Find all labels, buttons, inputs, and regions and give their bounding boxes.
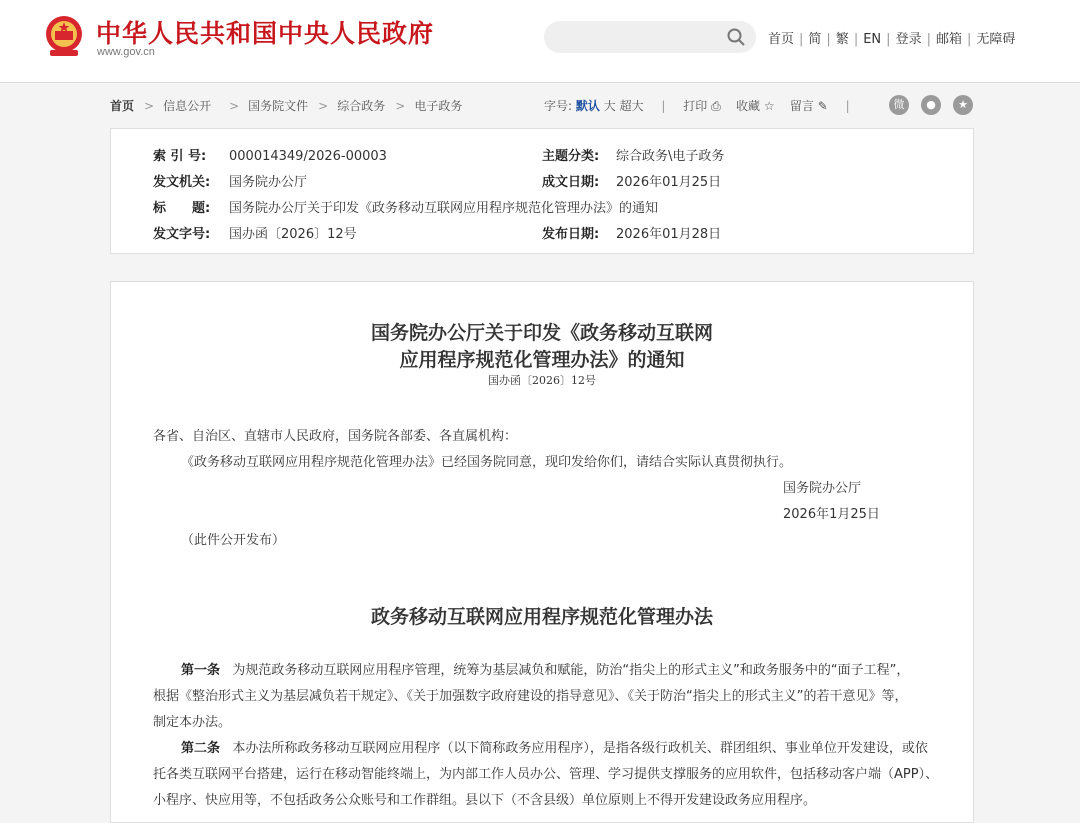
- font-size-label: 字号:: [544, 99, 573, 113]
- signer: 国务院办公厅: [783, 481, 862, 496]
- article-1-line3: 制定本办法。: [153, 715, 232, 730]
- meta-doc-number: 发文字号: 国办函〔2026〕12号: [153, 227, 357, 242]
- salutation: 各省、自治区、直辖市人民政府，国务院各部委、各直属机构：: [153, 429, 518, 444]
- article-2-line1: 第二条 本办法所称政务移动互联网应用程序（以下简称政务应用程序），是指各级行政机关、群团组织、事业单位开发建设，或依: [181, 741, 928, 756]
- breadcrumb-general[interactable]: 综合政务: [337, 99, 386, 113]
- weibo-icon[interactable]: 微: [889, 95, 909, 115]
- font-size-large[interactable]: 大: [603, 99, 616, 113]
- wechat-icon[interactable]: ●: [921, 95, 941, 115]
- site-header: [0, 0, 1080, 83]
- favorite-button[interactable]: 收藏 ☆: [736, 99, 775, 113]
- article-tools: 字号: 默认 大 超大 | 打印 ⎙ 收藏 ☆ 留言 ✎ |: [544, 99, 850, 113]
- star-outline-icon: ☆: [763, 99, 775, 113]
- notice-body: 《政务移动互联网应用程序规范化管理办法》已经国务院同意，现印发给你们，请结合实际认真贯彻执行。: [181, 455, 793, 470]
- article-1-line2: 根据《整治形式主义为基层减负若干规定》、《关于加强数字政府建设的指导意见》、《关于防治“指尖上的形式主义”的若干意见》等，: [153, 689, 908, 704]
- search-icon[interactable]: [726, 27, 746, 47]
- printer-icon: ⎙: [711, 99, 721, 113]
- breadcrumb-info[interactable]: 信息公开: [163, 99, 212, 113]
- article-2-line2: 托各类互联网平台搭建，运行在移动智能终端上，为内部工作人员办公、管理、学习提供支撑服务的应用软件，包括移动客户端（APP）、: [153, 767, 939, 782]
- meta-index: 索 引 号: 000014349/2026-00003: [153, 149, 387, 164]
- star-icon[interactable]: ★: [953, 95, 973, 115]
- site-url: www.gov.cn: [97, 46, 155, 58]
- search-input[interactable]: [544, 21, 756, 53]
- meta-published-date: 发布日期: 2026年01月28日: [542, 227, 722, 242]
- nav-simplified[interactable]: 简: [808, 32, 822, 47]
- breadcrumb-egov[interactable]: 电子政务: [414, 99, 463, 113]
- article-title-line2: 应用程序规范化管理办法》的通知: [399, 349, 685, 371]
- article-2-line3: 小程序、快应用等，不包括政务公众账号和工作群组。县以下（不含县级）单位原则上不得开发建设政务应用程序。: [153, 793, 817, 808]
- meta-category: 主题分类: 综合政务\电子政务: [542, 149, 725, 164]
- nav-traditional[interactable]: 繁: [835, 32, 849, 47]
- meta-title: 标 题: 国务院办公厅关于印发《政务移动互联网应用程序规范化管理办法》的通知: [153, 201, 659, 216]
- print-button[interactable]: 打印 ⎙: [683, 99, 721, 113]
- font-size-default[interactable]: 默认: [575, 99, 600, 113]
- pencil-icon: ✎: [817, 99, 828, 113]
- publish-note: （此件公开发布）: [181, 533, 286, 548]
- font-size-xlarge[interactable]: 超大: [619, 99, 644, 113]
- nav-english[interactable]: EN: [863, 32, 882, 47]
- national-emblem-icon[interactable]: [44, 14, 84, 58]
- regulation-title: 政务移动互联网应用程序规范化管理办法: [370, 606, 713, 628]
- nav-login[interactable]: 登录: [895, 32, 922, 47]
- document-metadata: [110, 128, 974, 254]
- article-1-line1: 第一条 为规范政务移动互联网应用程序管理，统筹为基层减负和赋能，防治“指尖上的形式主义”和政务服务中的“面子工程”，: [181, 663, 910, 678]
- breadcrumb: 首页 > 信息公开 > 国务院文件 > 综合政务 > 电子政务: [110, 99, 463, 113]
- nav-home[interactable]: 首页: [768, 32, 795, 47]
- comment-button[interactable]: 留言 ✎: [789, 99, 828, 113]
- signed-date: 2026年1月25日: [783, 507, 880, 522]
- breadcrumb-state-docs[interactable]: 国务院文件: [248, 99, 309, 113]
- breadcrumb-home[interactable]: 首页: [110, 99, 135, 113]
- nav-mail[interactable]: 邮箱: [935, 32, 962, 47]
- article-title-line1: 国务院办公厅关于印发《政务移动互联网: [370, 322, 713, 344]
- nav-accessibility[interactable]: 无障碍: [976, 32, 1016, 47]
- meta-written-date: 成文日期: 2026年01月25日: [542, 175, 722, 190]
- article-body: [110, 281, 974, 823]
- site-title[interactable]: 中华人民共和国中央人民政府: [96, 19, 435, 48]
- meta-issuer: 发文机关: 国务院办公厅: [153, 175, 308, 190]
- article-doc-number: 国办函〔2026〕12号: [488, 374, 596, 387]
- top-nav: 首页 | 简 | 繁 | EN | 登录 | 邮箱 | 无障碍: [768, 32, 1016, 47]
